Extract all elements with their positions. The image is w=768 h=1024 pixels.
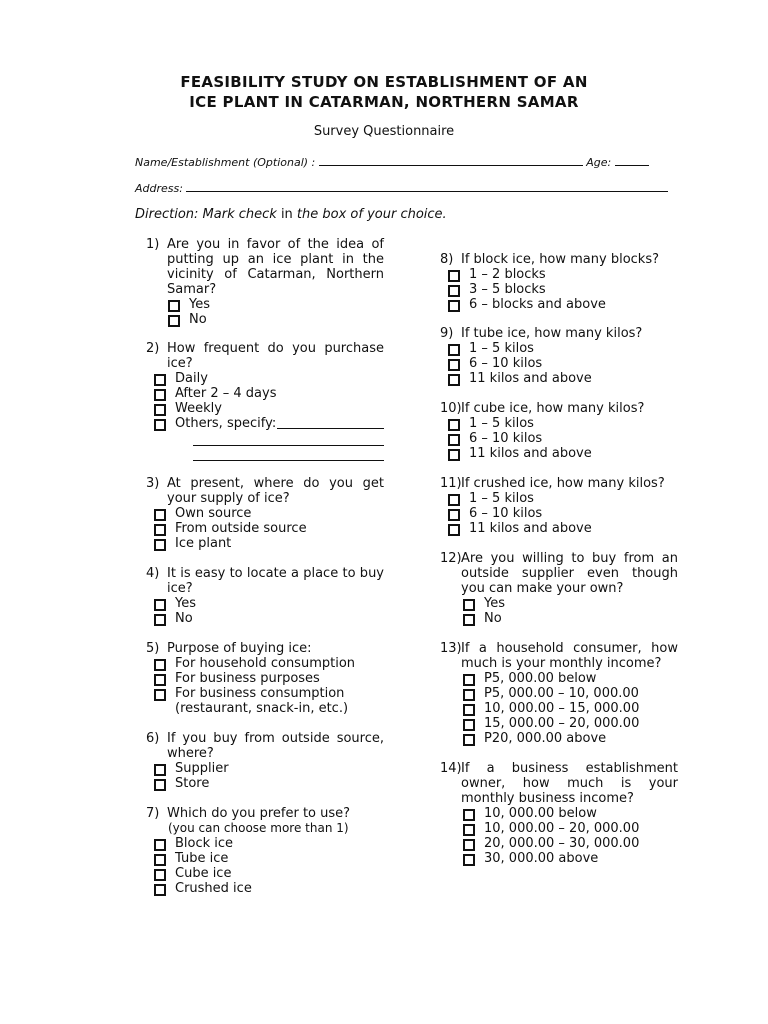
option-item[interactable] (146, 851, 384, 866)
title-line-2: ICE PLANT IN CATARMAN, NORTHERN SAMAR (189, 93, 579, 111)
option-label: Tube ice (175, 851, 229, 866)
name-age-row (135, 155, 649, 169)
checkbox[interactable] (448, 285, 460, 297)
option-item[interactable] (146, 671, 384, 686)
option-item[interactable] (440, 611, 678, 626)
checkbox[interactable] (448, 524, 460, 536)
checkbox[interactable] (154, 869, 166, 881)
checkbox[interactable] (154, 539, 166, 551)
specify-line-extra[interactable] (193, 446, 384, 461)
option-item[interactable] (440, 596, 678, 611)
option-label: P5, 000.00 – 10, 000.00 (484, 686, 639, 701)
question-number: 7) (146, 806, 160, 821)
question-number: 8) (440, 252, 454, 267)
question-line (146, 806, 384, 821)
question-text: Purpose of buying ice: (167, 641, 312, 656)
checkbox[interactable] (463, 614, 475, 626)
question-line (440, 252, 678, 267)
checkbox[interactable] (154, 614, 166, 626)
option-item[interactable] (146, 686, 384, 716)
option-item[interactable] (146, 611, 384, 626)
question-text: If crushed ice, how many kilos? (461, 476, 665, 491)
option-label: Supplier (175, 761, 229, 776)
option-item[interactable] (146, 506, 384, 521)
question-line (146, 341, 384, 371)
option-label: Yes (175, 596, 196, 611)
option-label: 6 – 10 kilos (469, 431, 543, 446)
checkbox[interactable] (154, 599, 166, 611)
option-item[interactable] (440, 821, 678, 836)
option-item[interactable] (146, 776, 384, 791)
checkbox[interactable] (463, 809, 475, 821)
checkbox[interactable] (154, 839, 166, 851)
checkbox[interactable] (154, 524, 166, 536)
option-item[interactable] (440, 341, 678, 356)
question-text: If you buy from outside source, where? (167, 731, 384, 761)
checkbox[interactable] (168, 315, 180, 327)
checkbox[interactable] (463, 839, 475, 851)
question-number: 6) (146, 731, 160, 746)
question-3 (146, 476, 384, 551)
question-text: It is easy to locate a place to buy ice? (167, 566, 384, 596)
question-text: Which do you prefer to use? (167, 806, 351, 821)
question-text: If cube ice, how many kilos? (461, 401, 645, 416)
option-label: From outside source (175, 521, 307, 536)
option-item[interactable] (146, 401, 384, 416)
option-label: 11 kilos and above (469, 446, 592, 461)
question-11 (440, 476, 678, 536)
option-item[interactable] (440, 731, 678, 746)
checkbox[interactable] (154, 854, 166, 866)
option-item[interactable] (440, 521, 678, 536)
option-item[interactable] (146, 521, 384, 536)
option-label: P20, 000.00 above (484, 731, 607, 746)
question-13 (440, 641, 678, 746)
checkbox[interactable] (154, 374, 166, 386)
direction-in: in (280, 207, 293, 222)
question-text: If block ice, how many blocks? (461, 252, 660, 267)
option-item[interactable] (146, 371, 384, 386)
checkbox[interactable] (168, 300, 180, 312)
question-number: 12) (440, 551, 462, 566)
question-2 (146, 341, 384, 461)
question-line (440, 551, 678, 596)
question-text: Are you in favor of the idea of putting up an ice plant in the vicinity of Catarman, Northern Samar? (167, 237, 384, 297)
checkbox[interactable] (448, 359, 460, 371)
option-item[interactable] (440, 491, 678, 506)
option-label: No (175, 611, 193, 626)
checkbox[interactable] (154, 509, 166, 521)
checkbox[interactable] (463, 674, 475, 686)
checkbox[interactable] (154, 689, 166, 701)
address-row (135, 181, 668, 195)
option-item[interactable] (146, 656, 384, 671)
question-line (146, 237, 384, 297)
option-label: 6 – 10 kilos (469, 506, 543, 521)
direction-text (135, 207, 447, 222)
option-label: Daily (175, 371, 208, 386)
question-number: 14) (440, 761, 462, 776)
name-input-line[interactable] (319, 155, 583, 166)
question-text: If a business establishment owner, how much is your monthly business income? (461, 761, 678, 806)
question-line (146, 731, 384, 761)
question-line (146, 566, 384, 596)
direction-tail: the box of your choice. (292, 207, 447, 222)
option-label: 20, 000.00 – 30, 000.00 (484, 836, 640, 851)
option-item[interactable] (146, 866, 384, 881)
option-label: Store (175, 776, 210, 791)
option-item[interactable] (440, 267, 678, 282)
question-10 (440, 401, 678, 461)
checkbox[interactable] (448, 374, 460, 386)
option-label: 11 kilos and above (469, 371, 592, 386)
option-label: After 2 – 4 days (175, 386, 277, 401)
question-number: 2) (146, 341, 160, 356)
subtitle: Survey Questionnaire (313, 124, 455, 139)
option-label: Yes (484, 596, 505, 611)
question-text: If a household consumer, how much is your monthly income? (461, 641, 678, 671)
option-label: 3 – 5 blocks (469, 282, 546, 297)
checkbox[interactable] (154, 389, 166, 401)
age-label: Age: (586, 156, 612, 169)
direction-mid: Mark check (202, 207, 281, 222)
question-line (440, 476, 678, 491)
question-line (440, 326, 678, 341)
option-item[interactable] (440, 431, 678, 446)
option-item[interactable] (440, 716, 678, 731)
option-label: 1 – 5 kilos (469, 416, 534, 431)
option-label: For business purposes (175, 671, 320, 686)
question-number: 10) (440, 401, 462, 416)
option-item[interactable] (146, 386, 384, 401)
option-item[interactable] (440, 701, 678, 716)
question-14 (440, 761, 678, 866)
checkbox[interactable] (448, 449, 460, 461)
question-note: (you can choose more than 1) (168, 821, 349, 835)
option-label: 30, 000.00 above (484, 851, 599, 866)
option-label: 10, 000.00 – 15, 000.00 (484, 701, 640, 716)
question-number: 11) (440, 476, 462, 491)
checkbox[interactable] (448, 270, 460, 282)
option-label: Crushed ice (175, 881, 252, 896)
checkbox[interactable] (448, 434, 460, 446)
checkbox[interactable] (463, 704, 475, 716)
option-item[interactable] (440, 806, 678, 821)
option-label: 1 – 5 kilos (469, 491, 534, 506)
question-text: At present, where do you get your supply of ice? (167, 476, 384, 506)
question-number: 5) (146, 641, 160, 656)
checkbox[interactable] (463, 689, 475, 701)
option-label: For household consumption (175, 656, 356, 671)
question-text: Are you willing to buy from an outside supplier even though you can make your own? (461, 551, 678, 596)
checkbox[interactable] (448, 344, 460, 356)
option-item[interactable] (146, 312, 384, 327)
question-number: 4) (146, 566, 160, 581)
address-input-line[interactable] (186, 181, 668, 192)
question-line (440, 401, 678, 416)
left-column (146, 237, 384, 896)
checkbox[interactable] (154, 884, 166, 896)
option-item[interactable] (440, 297, 678, 312)
question-12 (440, 551, 678, 626)
question-number: 9) (440, 326, 454, 341)
option-label: For business consumption (restaurant, snack-in, etc.) (175, 686, 349, 716)
option-item[interactable] (440, 446, 678, 461)
age-input-line[interactable] (615, 155, 649, 166)
option-label: 6 – blocks and above (469, 297, 606, 312)
option-label: Block ice (175, 836, 234, 851)
option-label: Cube ice (175, 866, 232, 881)
question-line (146, 641, 384, 656)
checkbox[interactable] (463, 734, 475, 746)
option-item[interactable] (440, 416, 678, 431)
option-label: 6 – 10 kilos (469, 356, 543, 371)
option-item[interactable] (440, 851, 678, 866)
option-label: Weekly (175, 401, 222, 416)
option-label: Ice plant (175, 536, 232, 551)
direction-lead: Direction: (135, 207, 199, 222)
checkbox[interactable] (463, 854, 475, 866)
checkbox[interactable] (448, 419, 460, 431)
option-label: No (484, 611, 502, 626)
question-7 (146, 806, 384, 896)
option-label: Own source (175, 506, 252, 521)
checkbox[interactable] (448, 494, 460, 506)
specify-line-extra[interactable] (193, 431, 384, 446)
option-item[interactable] (440, 671, 678, 686)
option-item[interactable] (146, 881, 384, 896)
checkbox[interactable] (448, 300, 460, 312)
question-6 (146, 731, 384, 791)
right-column (440, 252, 678, 866)
question-line (146, 476, 384, 506)
question-8 (440, 252, 678, 312)
checkbox[interactable] (154, 779, 166, 791)
address-label: Address: (135, 182, 183, 195)
option-label: 15, 000.00 – 20, 000.00 (484, 716, 640, 731)
checkbox[interactable] (154, 659, 166, 671)
option-label: 1 – 5 kilos (469, 341, 534, 356)
option-item[interactable] (146, 761, 384, 776)
question-number: 1) (146, 237, 160, 252)
option-item[interactable] (440, 836, 678, 851)
question-4 (146, 566, 384, 626)
question-9 (440, 326, 678, 386)
option-label: 10, 000.00 below (484, 806, 597, 821)
question-line (440, 761, 678, 806)
option-item[interactable] (440, 356, 678, 371)
option-item[interactable] (440, 686, 678, 701)
option-item[interactable] (440, 282, 678, 297)
option-item[interactable] (146, 536, 384, 551)
checkbox[interactable] (448, 509, 460, 521)
option-label: 1 – 2 blocks (469, 267, 546, 282)
question-5 (146, 641, 384, 716)
checkbox[interactable] (154, 764, 166, 776)
specify-line[interactable] (277, 416, 384, 429)
option-item[interactable] (146, 416, 384, 431)
checkbox[interactable] (463, 719, 475, 731)
option-label: Yes (189, 297, 210, 312)
option-item[interactable] (440, 506, 678, 521)
question-1 (146, 237, 384, 327)
option-item[interactable] (146, 297, 384, 312)
name-label: Name/Establishment (Optional) : (135, 156, 316, 169)
question-text: How frequent do you purchase ice? (167, 341, 384, 371)
option-label: No (189, 312, 207, 327)
option-label: Others, specify: (175, 416, 277, 431)
option-label: 10, 000.00 – 20, 000.00 (484, 821, 640, 836)
option-item[interactable] (146, 596, 384, 611)
checkbox[interactable] (463, 599, 475, 611)
checkbox[interactable] (154, 404, 166, 416)
title-line-1: FEASIBILITY STUDY ON ESTABLISHMENT OF AN (180, 73, 588, 91)
question-number: 3) (146, 476, 160, 491)
question-text: If tube ice, how many kilos? (461, 326, 643, 341)
option-item[interactable] (440, 371, 678, 386)
option-item[interactable] (146, 836, 384, 851)
checkbox[interactable] (154, 674, 166, 686)
checkbox[interactable] (154, 419, 166, 431)
option-label: P5, 000.00 below (484, 671, 597, 686)
checkbox[interactable] (463, 824, 475, 836)
question-line (440, 641, 678, 671)
question-number: 13) (440, 641, 462, 656)
option-label: 11 kilos and above (469, 521, 592, 536)
